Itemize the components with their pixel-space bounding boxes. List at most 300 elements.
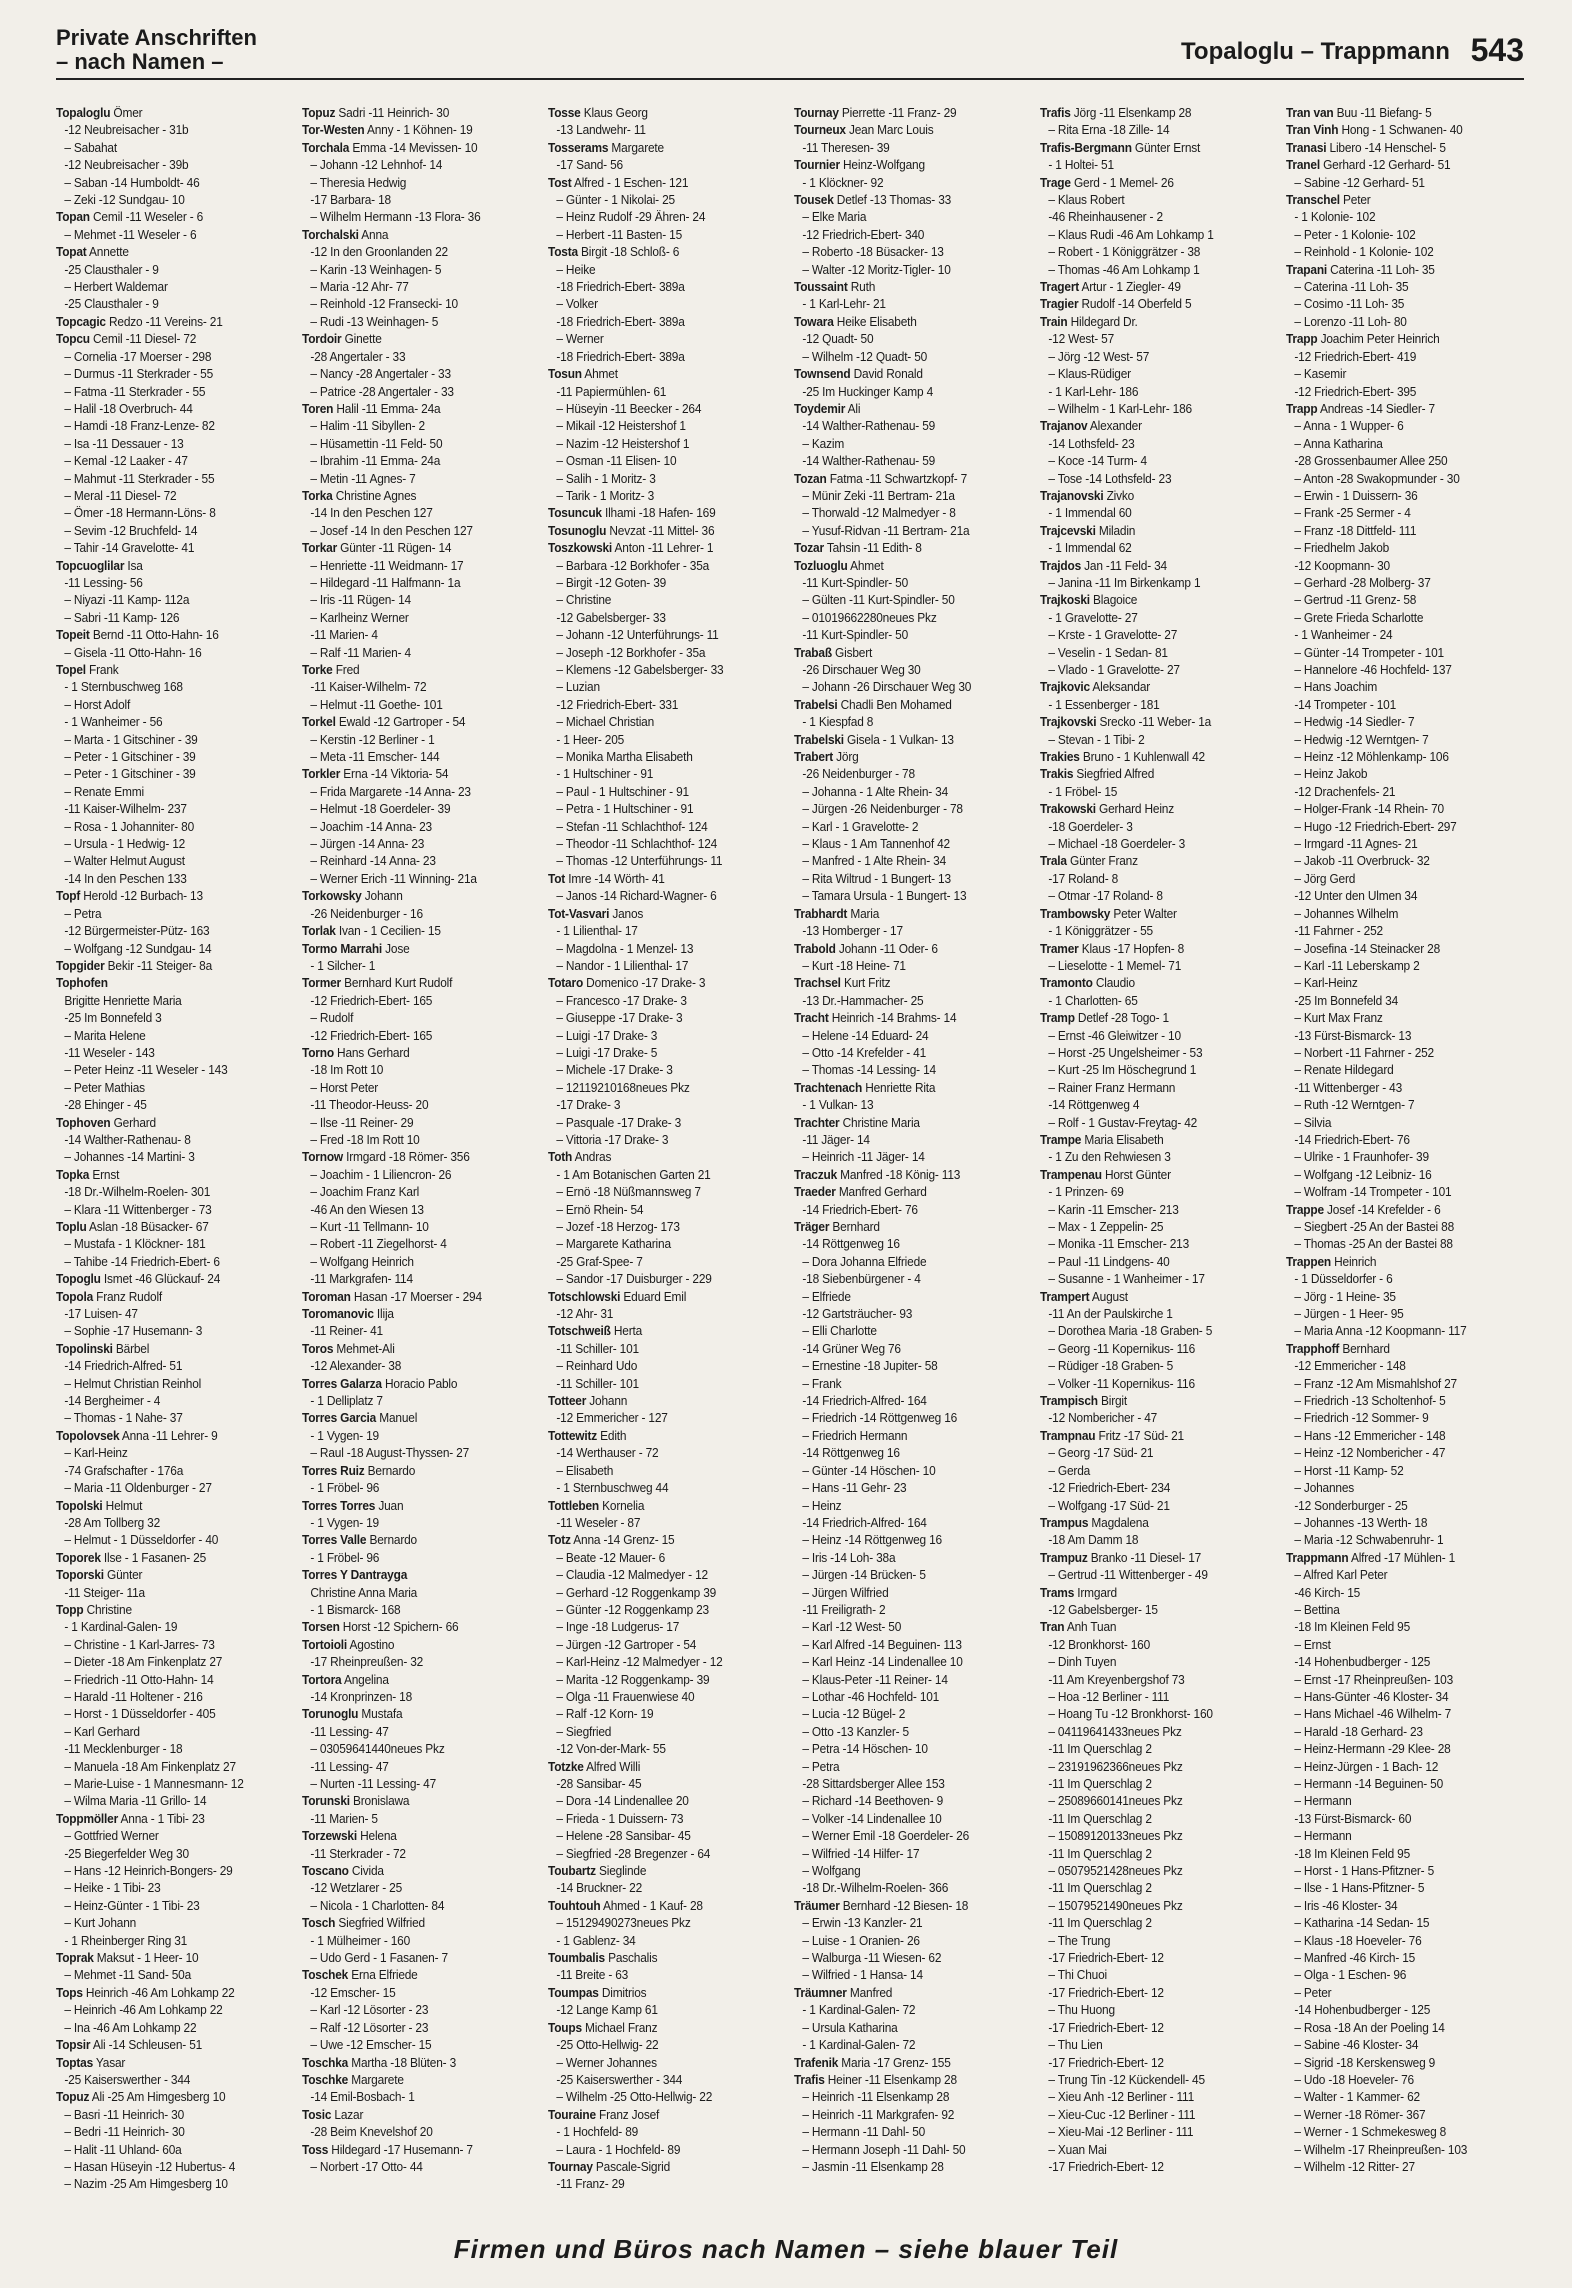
directory-entry — [548, 1653, 769, 1670]
entry-details: -11 Lessing- 56 — [64, 574, 143, 590]
entry-details: – Volker -11 Kopernikus- 116 — [1048, 1375, 1195, 1391]
directory-entry — [548, 470, 769, 487]
entry-details: -11 Franz- 29 — [556, 2176, 625, 2192]
directory-entry — [1286, 121, 1507, 138]
directory-entry — [302, 1392, 523, 1409]
directory-entry — [794, 1966, 1015, 1983]
directory-entry — [548, 504, 769, 521]
directory-entry — [56, 1462, 277, 1479]
directory-entry — [794, 1427, 1015, 1444]
entry-details: – Nandor - 1 Lilienthal- 17 — [556, 957, 689, 973]
page-range — [1181, 30, 1524, 67]
directory-entry — [56, 1114, 277, 1131]
entry-details: – Iris -11 Rügen- 14 — [310, 592, 411, 608]
entry-details: – Wilhelm Hermann -13 Flora- 36 — [310, 209, 481, 225]
entry-details: -12 Emmericher - 148 — [1294, 1358, 1406, 1374]
directory-entry — [794, 1671, 1015, 1688]
entry-details: – Johann -12 Unterführungs- 11 — [556, 627, 719, 643]
entry-details: – Friedrich -11 Otto-Hahn- 14 — [64, 1671, 214, 1687]
entry-details: -12 Friedrich-Ebert- 340 — [802, 226, 925, 242]
entry-surname: Toroman — [302, 1288, 351, 1304]
entry-details: -14 Bergheimer - 4 — [64, 1393, 161, 1409]
directory-entry — [1286, 678, 1507, 695]
directory-entry — [548, 1636, 769, 1653]
entry-details: -18 Im Rott 10 — [310, 1062, 384, 1078]
directory-entry — [1040, 313, 1261, 330]
entry-surname: Trafenik — [794, 2054, 839, 2070]
directory-entry — [1040, 1392, 1261, 1409]
directory-entry — [1040, 870, 1261, 887]
entry-details: – Heinz Rudolf -29 Ähren- 24 — [556, 209, 706, 225]
directory-entry — [1040, 330, 1261, 347]
directory-entry — [548, 1114, 769, 1131]
entry-details: – Norbert -17 Otto- 44 — [310, 2158, 423, 2174]
directory-entry — [548, 1409, 769, 1426]
directory-entry — [1040, 1218, 1261, 1235]
directory-entry — [548, 1966, 769, 1983]
directory-entry — [548, 208, 769, 225]
directory-entry — [56, 104, 277, 121]
directory-entry — [302, 1914, 523, 1931]
directory-entry — [1286, 644, 1507, 661]
directory-entry — [1040, 1444, 1261, 1461]
entry-details: – Trung Tin -12 Kückendell- 45 — [1048, 2071, 1205, 2087]
directory-entry — [548, 1253, 769, 1270]
entry-details: – Kurt Max Franz — [1294, 1010, 1383, 1026]
directory-entry — [1286, 1949, 1507, 1966]
directory-entry — [56, 2106, 277, 2123]
entry-details: Horst -12 Spichern- 66 — [342, 1619, 459, 1635]
entry-details: – Sigrid -18 Kerskensweg 9 — [1294, 2054, 1436, 2070]
entry-details: -14 Grüner Weg 76 — [802, 1340, 901, 1356]
entry-surname: Torkler — [302, 766, 341, 782]
entry-details: Herold -12 Burbach- 13 — [83, 888, 203, 904]
directory-entry — [1040, 226, 1261, 243]
entry-details: - 1 Kardinal-Galen- 72 — [802, 2037, 916, 2053]
entry-details: – Kazim — [802, 435, 845, 451]
directory-entry — [794, 957, 1015, 974]
entry-details: -28 Ehinger - 45 — [64, 1097, 147, 1113]
entry-details: Kornelia — [602, 1497, 645, 1513]
directory-entry — [302, 1218, 523, 1235]
entry-details: – Luzian — [556, 679, 600, 695]
directory-entry — [1286, 1932, 1507, 1949]
directory-entry — [794, 591, 1015, 608]
entry-details: – Hamdi -18 Franz-Lenze- 82 — [64, 418, 215, 434]
directory-entry — [302, 1375, 523, 1392]
directory-entry — [1286, 2088, 1507, 2105]
entry-details: -14 Röttgenweg 16 — [802, 1236, 900, 1252]
entry-surname: Torlak — [302, 923, 336, 939]
entry-details: – Thomas - 1 Nahe- 37 — [64, 1410, 183, 1426]
entry-details: – Kurt -11 Tellmann- 10 — [310, 1219, 429, 1234]
entry-details: Civida — [351, 1863, 384, 1879]
entry-details: Jose — [385, 940, 410, 956]
entry-details: – 01019662280neues Pkz — [802, 609, 937, 625]
entry-surname: Tormer — [302, 975, 342, 991]
directory-entry — [1286, 1879, 1507, 1896]
entry-details: – Halit -11 Uhland- 60a — [64, 2141, 182, 2157]
directory-entry — [548, 852, 769, 869]
directory-entry — [302, 226, 523, 243]
directory-entry — [1040, 626, 1261, 643]
entry-details: Bronislawa — [353, 1793, 410, 1809]
directory-entry — [548, 905, 769, 922]
entry-details: – Thu Lien — [1048, 2037, 1103, 2053]
entry-details: -12 Wetzlarer - 25 — [310, 1880, 403, 1896]
directory-entry — [794, 1288, 1015, 1305]
directory-entry — [302, 1201, 523, 1218]
entry-details: -11 Am Kreyenbergshof 73 — [1048, 1671, 1185, 1687]
directory-entry — [1040, 1879, 1261, 1896]
entry-details: – Nazim -25 Am Himgesberg 10 — [64, 2176, 228, 2192]
directory-entry — [56, 1984, 277, 2001]
directory-entry — [794, 1740, 1015, 1757]
directory-entry — [1286, 1758, 1507, 1775]
entry-details: – Walter Helmut August — [64, 853, 185, 869]
directory-entry — [56, 1357, 277, 1374]
directory-entry — [1040, 1566, 1261, 1583]
entry-details: Bernhard -12 Biesen- 18 — [842, 1897, 969, 1913]
directory-entry — [302, 2019, 523, 2036]
entry-details: – Sabahat — [64, 139, 117, 155]
directory-entry — [56, 731, 277, 748]
directory-entry — [1286, 1131, 1507, 1148]
entry-details: – Kurt Johann — [64, 1915, 137, 1931]
directory-entry — [1286, 226, 1507, 243]
entry-details: – Karin -13 Weinhagen- 5 — [310, 261, 442, 277]
entry-details: – Otto -14 Krefelder - 41 — [802, 1044, 927, 1060]
entry-details: -28 Sansibar- 45 — [556, 1776, 642, 1791]
directory-entry — [794, 731, 1015, 748]
entry-details: – Thomas -25 An der Bastei 88 — [1294, 1236, 1453, 1252]
entry-details: – Zeki -12 Sundgau- 10 — [64, 192, 185, 208]
entry-surname: Trajkovski — [1040, 714, 1097, 730]
directory-entry — [56, 2019, 277, 2036]
entry-details: - 1 Vulkan- 13 — [802, 1097, 874, 1113]
entry-details: – Jörg - 1 Heine- 35 — [1294, 1288, 1396, 1304]
entry-details: – Bedri -11 Heinrich- 30 — [64, 2124, 185, 2140]
entry-details: Bärbel — [115, 1340, 150, 1356]
entry-details: - 1 Vygen- 19 — [310, 1514, 379, 1530]
entry-details: – Günter -12 Roggenkamp 23 — [556, 1601, 709, 1617]
directory-entry — [794, 400, 1015, 417]
directory-entry — [1286, 1549, 1507, 1566]
entry-details: – Ruth -12 Werntgen- 7 — [1294, 1097, 1415, 1113]
entry-surname: Trampert — [1040, 1288, 1090, 1304]
entry-details: Birgit -18 Schloß- 6 — [581, 244, 680, 260]
directory-entry — [302, 121, 523, 138]
directory-entry — [302, 400, 523, 417]
entry-details: – Karin -11 Emscher- 213 — [1048, 1201, 1179, 1217]
directory-entry — [1286, 1357, 1507, 1374]
entry-surname: Torkar — [302, 540, 338, 556]
entry-details: – Yusuf-Ridvan -11 Bertram- 21a — [802, 522, 970, 538]
directory-entry — [1286, 765, 1507, 782]
entry-details: -25 Clausthaler - 9 — [64, 261, 159, 277]
directory-entry — [56, 1044, 277, 1061]
entry-surname: Tran Vinh — [1286, 122, 1339, 138]
directory-entry — [1286, 1027, 1507, 1044]
entry-details: Günter Franz — [1069, 853, 1138, 869]
directory-entry — [794, 156, 1015, 173]
directory-entry — [548, 522, 769, 539]
entry-details: – Ralf -12 Korn- 19 — [556, 1706, 654, 1722]
entry-details: Heinrich — [1334, 1253, 1377, 1269]
directory-entry — [1040, 1166, 1261, 1183]
entry-surname: Toubartz — [548, 1863, 596, 1879]
directory-entry — [1040, 1531, 1261, 1548]
entry-details: – Wilhelm - 1 Karl-Lehr- 186 — [1048, 400, 1192, 416]
entry-details: Jörg -11 Elsenkamp 28 — [1073, 105, 1192, 120]
entry-details: – Rosa -18 An der Poeling 14 — [1294, 2019, 1445, 2035]
entry-surname: Totteer — [548, 1393, 587, 1409]
directory-entry — [548, 2036, 769, 2053]
entry-details: -14 Walther-Rathenau- 59 — [802, 453, 936, 469]
entry-details: – Anna Katharina — [1294, 435, 1383, 451]
entry-details: Hong - 1 Schwanen- 40 — [1341, 122, 1463, 138]
entry-details: – Frida Margarete -14 Anna- 23 — [310, 783, 471, 799]
directory-entry — [302, 1758, 523, 1775]
directory-entry — [56, 2175, 277, 2192]
entry-details: – Jakob -11 Overbruck- 32 — [1294, 853, 1430, 869]
directory-entry — [56, 1566, 277, 1583]
entry-details: – Jürgen -14 Anna- 23 — [310, 836, 425, 852]
directory-entry — [794, 1375, 1015, 1392]
directory-entry — [1040, 1044, 1261, 1061]
entry-details: – Walter - 1 Kammer- 62 — [1294, 2089, 1420, 2105]
entry-details: -46 An den Wiesen 13 — [310, 1201, 424, 1217]
entry-details: – Ralf -12 Lösorter - 23 — [310, 2019, 429, 2035]
entry-details: -17 Friedrich-Ebert- 12 — [1048, 2054, 1164, 2070]
directory-entry — [1040, 1322, 1261, 1339]
entry-details: – Monika Martha Elisabeth — [556, 749, 693, 765]
entry-details: – Xieu-Mai -12 Berliner - 111 — [1048, 2124, 1194, 2140]
entry-surname: Toydemir — [794, 400, 846, 416]
directory-entry — [1040, 348, 1261, 365]
directory-entry — [794, 1914, 1015, 1931]
entry-details: – Rüdiger -18 Graben- 5 — [1048, 1358, 1174, 1374]
directory-entry — [302, 626, 523, 643]
entry-details: -25 Kaiserswerther - 344 — [64, 2071, 191, 2087]
entry-details: – Gerda — [1048, 1462, 1091, 1478]
entry-details: Rudolf -14 Oberfeld 5 — [1081, 296, 1192, 312]
entry-surname: Tophofen — [56, 975, 108, 991]
entry-details: – Jürgen -12 Gartroper - 54 — [556, 1636, 697, 1652]
directory-entry — [56, 905, 277, 922]
entry-surname: Toromanovic — [302, 1306, 374, 1322]
entry-details: Branko -11 Diesel- 17 — [1090, 1549, 1202, 1565]
directory-entry — [302, 2123, 523, 2140]
directory-entry — [548, 1671, 769, 1688]
directory-entry — [548, 1792, 769, 1809]
entry-details: -13 Dr.-Hammacher- 25 — [802, 992, 924, 1008]
entry-details: – Vlado - 1 Gravelotte- 27 — [1048, 662, 1180, 677]
entry-surname: Topat — [56, 244, 87, 260]
entry-details: -11 Im Querschlag 2 — [1048, 1845, 1152, 1861]
entry-details: – Horst Peter — [310, 1079, 379, 1095]
directory-entry — [794, 905, 1015, 922]
directory-entry — [56, 1775, 277, 1792]
entry-details: – Marie-Luise - 1 Mannesmann- 12 — [64, 1776, 244, 1791]
entry-details: – Nicola - 1 Charlotten- 84 — [310, 1897, 445, 1913]
entry-details: Anh Tuan — [1066, 1619, 1117, 1635]
directory-entry — [548, 156, 769, 173]
directory-entry — [794, 818, 1015, 835]
entry-details: – Koce -14 Turm- 4 — [1048, 453, 1147, 469]
directory-entry — [1286, 696, 1507, 713]
directory-entry — [1040, 1027, 1261, 1044]
directory-entry — [56, 957, 277, 974]
entry-details: Annette — [89, 244, 129, 260]
entry-details: Libero -14 Henschel- 5 — [1329, 139, 1446, 155]
directory-entry — [56, 470, 277, 487]
entry-details: – The Trung — [1048, 1932, 1111, 1948]
directory-entry — [794, 1305, 1015, 1322]
entry-surname: Torres Galarza — [302, 1375, 382, 1391]
entry-details: - 1 Gablenz- 34 — [556, 1932, 636, 1948]
directory-entry — [548, 626, 769, 643]
directory-entry — [1040, 1723, 1261, 1740]
entry-details: – Otmar -17 Roland- 8 — [1048, 888, 1163, 904]
entry-details: Hans Gerhard — [337, 1044, 410, 1060]
entry-surname: Trage — [1040, 174, 1071, 190]
entry-details: – Xieu-Cuc -12 Berliner - 111 — [1048, 2106, 1196, 2122]
entry-details: – Karl -12 West- 50 — [802, 1619, 902, 1635]
directory-entry — [302, 748, 523, 765]
entry-details: – Münir Zeki -11 Bertram- 21a — [802, 487, 955, 503]
directory-entry — [1040, 2036, 1261, 2053]
entry-surname: Topcuoglilar — [56, 557, 125, 573]
entry-details: – Wilhelm -12 Ritter- 27 — [1294, 2158, 1415, 2174]
entry-details: – Helmut -18 Goerdeler- 39 — [310, 801, 451, 817]
entry-surname: Trapp — [1286, 400, 1318, 416]
directory-entry — [548, 295, 769, 312]
directory-entry — [1286, 400, 1507, 417]
entry-details: – Ernestine -18 Jupiter- 58 — [802, 1358, 938, 1374]
entry-surname: Trabert — [794, 749, 834, 765]
entry-surname: Tornow — [302, 1149, 343, 1165]
entry-details: -12 Drachenfels- 21 — [1294, 783, 1396, 799]
entry-details: – Johann -12 Lehnhof- 14 — [310, 157, 443, 173]
entry-details: – Francesco -17 Drake- 3 — [556, 992, 687, 1008]
directory-entry — [548, 748, 769, 765]
directory-entry — [302, 696, 523, 713]
entry-details: Ilse - 1 Fasanen- 25 — [103, 1549, 207, 1565]
entry-surname: Torsen — [302, 1619, 340, 1635]
directory-entry — [1040, 818, 1261, 835]
entry-details: - 1 Klöckner- 92 — [802, 174, 884, 190]
directory-entry — [794, 2001, 1015, 2018]
entry-details: – Horst -11 Kamp- 52 — [1294, 1462, 1404, 1478]
directory-entry — [548, 1479, 769, 1496]
entry-details: -11 Im Querschlag 2 — [1048, 1810, 1152, 1826]
directory-entry — [56, 383, 277, 400]
directory-entry — [1040, 1897, 1261, 1914]
directory-entry — [794, 504, 1015, 521]
directory-entry — [1040, 940, 1261, 957]
directory-entry — [56, 2088, 277, 2105]
entry-details: – Peter Mathias — [64, 1079, 145, 1095]
directory-entry — [548, 1427, 769, 1444]
entry-details: -13 Fürst-Bismarck- 60 — [1294, 1810, 1412, 1826]
entry-details: - 1 Wanheimer - 24 — [1294, 627, 1393, 643]
directory-entry — [548, 1131, 769, 1148]
entry-surname: Topcagic — [56, 313, 106, 329]
entry-details: Ali — [847, 400, 861, 416]
directory-entry — [1286, 2054, 1507, 2071]
entry-details: – Dieter -18 Am Finkenplatz 27 — [64, 1654, 223, 1670]
entry-details: Isa — [127, 557, 143, 573]
directory-entry — [56, 174, 277, 191]
entry-details: Martha -18 Blüten- 3 — [351, 2054, 457, 2070]
entry-surname: Trala — [1040, 853, 1067, 869]
entry-details: – Meral -11 Diesel- 72 — [64, 487, 177, 503]
directory-entry — [56, 1792, 277, 1809]
directory-entry — [56, 1409, 277, 1426]
directory-entry — [548, 1740, 769, 1757]
directory-entry — [548, 1166, 769, 1183]
directory-entry — [1040, 1061, 1261, 1078]
entry-details: -12 Friedrich-Ebert- 165 — [310, 992, 433, 1008]
directory-entry — [56, 1705, 277, 1722]
directory-entry — [1286, 713, 1507, 730]
directory-entry — [548, 400, 769, 417]
directory-entry — [548, 1549, 769, 1566]
entry-details: – Manfred - 1 Alte Rhein- 34 — [802, 853, 947, 869]
entry-details: - 1 Immendal 60 — [1048, 505, 1132, 521]
directory-entry — [1286, 1845, 1507, 1862]
entry-details: – Renate Hildegard — [1294, 1062, 1394, 1078]
directory-entry — [1286, 1653, 1507, 1670]
entry-details: Anna -14 Grenz- 15 — [573, 1532, 675, 1548]
directory-entry — [56, 852, 277, 869]
entry-details: – Laura - 1 Hochfeld- 89 — [556, 2141, 681, 2157]
directory-entry — [302, 1566, 523, 1583]
entry-details: – Vittoria -17 Drake- 3 — [556, 1131, 669, 1147]
entry-details: – Pasquale -17 Drake- 3 — [556, 1114, 682, 1130]
entry-details: – Iris -14 Loh- 38a — [802, 1549, 896, 1565]
directory-entry — [794, 748, 1015, 765]
entry-details: -13 Landwehr- 11 — [556, 122, 646, 138]
entry-details: -14 Röttgenweg 4 — [1048, 1097, 1140, 1113]
entry-details: – Heinz Jakob — [1294, 766, 1368, 782]
entry-details: Johann — [589, 1393, 628, 1409]
directory-entry — [56, 1148, 277, 1165]
directory-entry — [794, 1584, 1015, 1601]
entry-surname: Toppmöller — [56, 1810, 119, 1826]
entry-details: – Kasemir — [1294, 366, 1347, 382]
directory-entry — [1286, 1723, 1507, 1740]
entry-details: – Karl Heinz -14 Lindenallee 10 — [802, 1654, 963, 1670]
directory-entry — [1286, 156, 1507, 173]
entry-details: – Barbara -12 Borkhofer - 35a — [556, 557, 710, 573]
directory-entry — [1286, 2106, 1507, 2123]
entry-surname: Trabold — [794, 940, 836, 956]
directory-entry — [1040, 2054, 1261, 2071]
directory-entry — [302, 731, 523, 748]
entry-details: -25 Im Bonnefeld 34 — [1294, 992, 1399, 1008]
entry-details: -11 Im Querschlag 2 — [1048, 1880, 1152, 1896]
directory-entry — [1040, 1984, 1261, 2001]
entry-details: – Christine — [556, 592, 612, 608]
entry-details: Magdalena — [1091, 1514, 1149, 1530]
directory-entry — [1286, 1514, 1507, 1531]
entry-details: – Theresia Hedwig — [310, 174, 407, 190]
entry-details: - 1 Kardinal-Galen- 19 — [64, 1619, 178, 1635]
entry-surname: Toschke — [302, 2071, 349, 2087]
directory-entry — [548, 974, 769, 991]
